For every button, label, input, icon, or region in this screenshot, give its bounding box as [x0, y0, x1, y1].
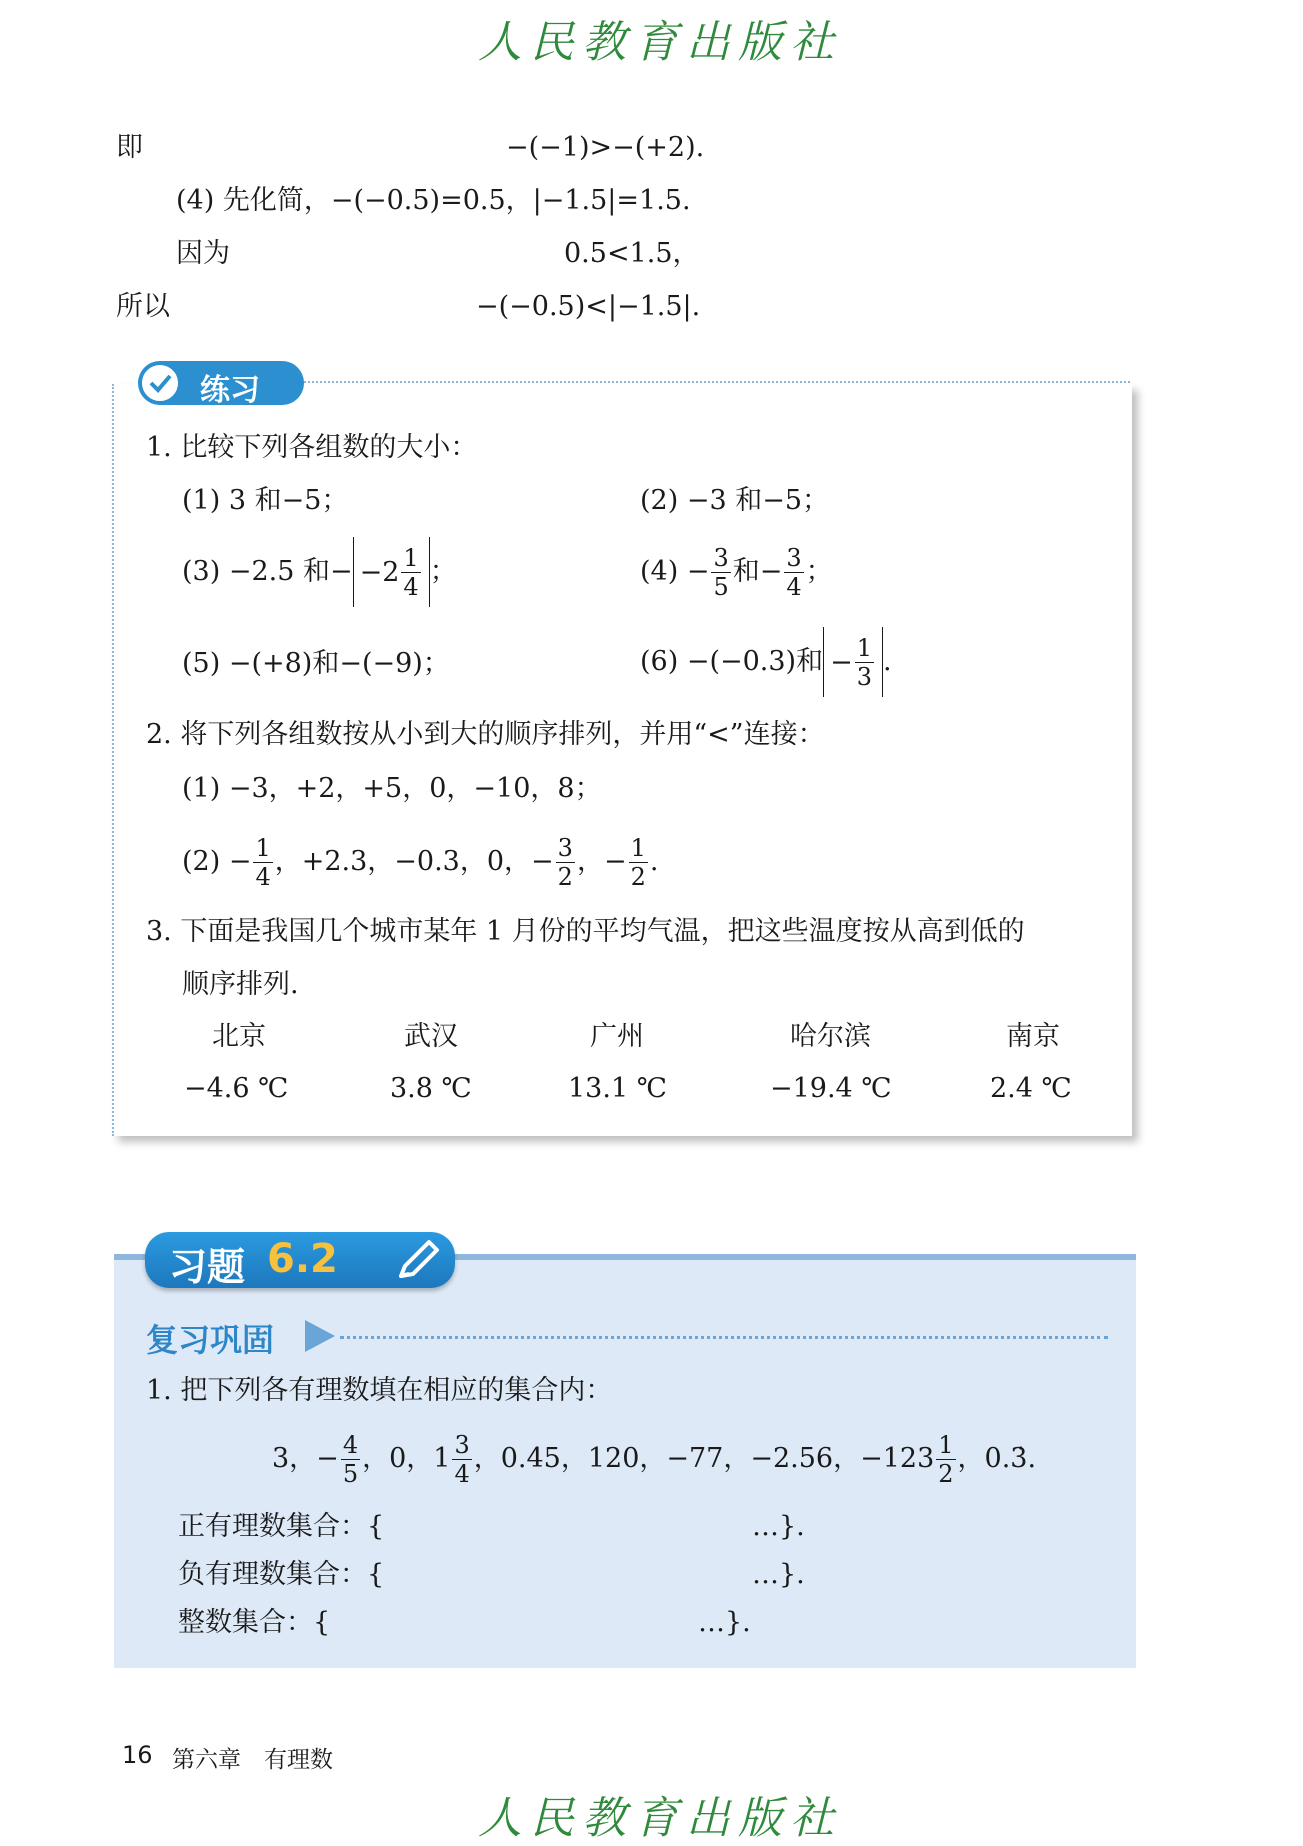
city-name: 广州 [590, 1021, 644, 1052]
set-integer-end: …}. [698, 1607, 751, 1638]
line4-label: 所以 [116, 291, 170, 322]
q2p2-fraction-1: $\frac{1}{4}$ [255, 833, 271, 891]
practice-q1-p1: (1) 3 和−5； [182, 485, 349, 516]
q2p2-mid2: ，− [576, 846, 627, 877]
city-temp: −4.6 ℃ [184, 1073, 289, 1104]
p4-fraction-2: $\frac{3}{4}$ [786, 543, 802, 601]
p4-fraction-1: $\frac{3}{5}$ [713, 543, 729, 601]
p4-mid: 和− [732, 556, 783, 587]
p6-sign: − [830, 646, 853, 678]
city-temp: −19.4 ℃ [770, 1073, 892, 1104]
num-list-part: ，0，1 [362, 1443, 451, 1474]
review-heading: 复习巩固 [146, 1321, 275, 1359]
page-number: 16 [122, 1741, 153, 1769]
num-fraction-1-2: $\frac{1}{2}$ [938, 1430, 954, 1488]
p3-prefix: (3) −2.5 和− [182, 556, 353, 587]
line1-expr: −(−1)>−(+2). [506, 132, 705, 163]
city-name: 北京 [212, 1021, 266, 1052]
num-fraction-4-5: $\frac{4}{5}$ [342, 1430, 359, 1488]
practice-tab [138, 361, 304, 408]
exercise-q1-stem: 1. 把下列各有理数填在相应的集合内： [146, 1375, 613, 1406]
practice-q2-stem: 2. 将下列各组数按从小到大的顺序排列，并用“<”连接： [146, 719, 825, 750]
q2p2-mid: ，+2.3，−0.3，0，− [274, 846, 554, 877]
set-positive-end: …}. [752, 1511, 805, 1542]
p4-prefix: (4) − [640, 556, 710, 587]
line3-label: 因为 [176, 238, 230, 269]
set-positive-label: 正有理数集合：{ [178, 1511, 385, 1542]
city-temp: 2.4 ℃ [990, 1073, 1072, 1104]
practice-q1-stem: 1. 比较下列各组数的大小： [146, 432, 478, 463]
p6-fraction: $\frac{1}{3}$ [856, 634, 872, 691]
absolute-value-bars-2 [823, 627, 883, 697]
num-list-part: ，0.45，120，−77，−2.56，−123 [473, 1443, 935, 1474]
p3-suffix: ； [429, 556, 457, 587]
p3-whole: −2 [359, 556, 400, 588]
num-fraction-3-4: $\frac{3}{4}$ [454, 1430, 470, 1488]
line3-expr: 0.5<1.5， [564, 238, 700, 269]
line2-text: (4) 先化简，−(−0.5)=0.5，|−1.5|=1.5. [176, 185, 691, 216]
publisher-logo-footer: 人民教育出版社 [478, 1793, 842, 1844]
q2p2-fraction-2: $\frac{3}{2}$ [557, 833, 573, 891]
absolute-value-bars [353, 537, 430, 607]
q2p2-suffix: . [649, 846, 659, 877]
practice-q1-p6 [640, 625, 892, 699]
exercise-label: 习题 [169, 1245, 246, 1289]
num-list-part: ，0.3̇. [957, 1443, 1037, 1474]
review-dotted-rule [340, 1336, 1108, 1339]
chapter-title: 第六章 有理数 [172, 1747, 333, 1773]
p6-suffix: . [883, 646, 892, 677]
practice-q3-stem-2: 顺序排列. [182, 969, 299, 1000]
p3-fraction: $\frac{1}{4}$ [403, 544, 419, 601]
pencil-icon [395, 1238, 443, 1286]
city-name: 哈尔滨 [790, 1021, 871, 1052]
practice-q1-p5: (5) −(+8)和−(−9)； [182, 648, 450, 679]
practice-q1-p3 [182, 535, 457, 609]
practice-check-icon [140, 363, 180, 403]
practice-q2-p1: (1) −3，+2，+5，0，−10，8； [182, 773, 602, 804]
line1-label: 即 [116, 132, 143, 163]
q2p2-fraction-3: $\frac{1}{2}$ [630, 833, 646, 891]
practice-q1-p2: (2) −3 和−5； [640, 485, 830, 516]
city-name: 南京 [1006, 1021, 1060, 1052]
practice-q2-p2 [182, 825, 658, 899]
practice-title: 练习 [200, 373, 260, 408]
practice-q3-stem-1: 3. 下面是我国几个城市某年 1 月份的平均气温，把这些温度按从高到低的 [146, 916, 1025, 947]
city-temp: 13.1 ℃ [568, 1073, 667, 1104]
set-negative-label: 负有理数集合：{ [178, 1559, 385, 1590]
set-integer-label: 整数集合：{ [178, 1607, 331, 1638]
q2p2-prefix: (2) − [182, 846, 252, 877]
city-name: 武汉 [404, 1021, 458, 1052]
practice-dotted-rule [300, 381, 1130, 383]
review-arrow-icon [305, 1320, 335, 1352]
publisher-logo-header: 人民教育出版社 [478, 17, 842, 68]
p4-suffix: ； [805, 556, 833, 587]
practice-q1-p4 [640, 535, 833, 609]
exercise-number-list [272, 1424, 1036, 1494]
exercise-tab [145, 1232, 455, 1288]
line4-expr: −(−0.5)<|−1.5|. [476, 291, 701, 322]
set-negative-end: …}. [752, 1559, 805, 1590]
exercise-number: 6.2 [267, 1236, 338, 1282]
city-temp: 3.8 ℃ [390, 1073, 472, 1104]
num-list-part: 3，− [272, 1443, 339, 1474]
p6-prefix: (6) −(−0.3)和 [640, 646, 824, 677]
